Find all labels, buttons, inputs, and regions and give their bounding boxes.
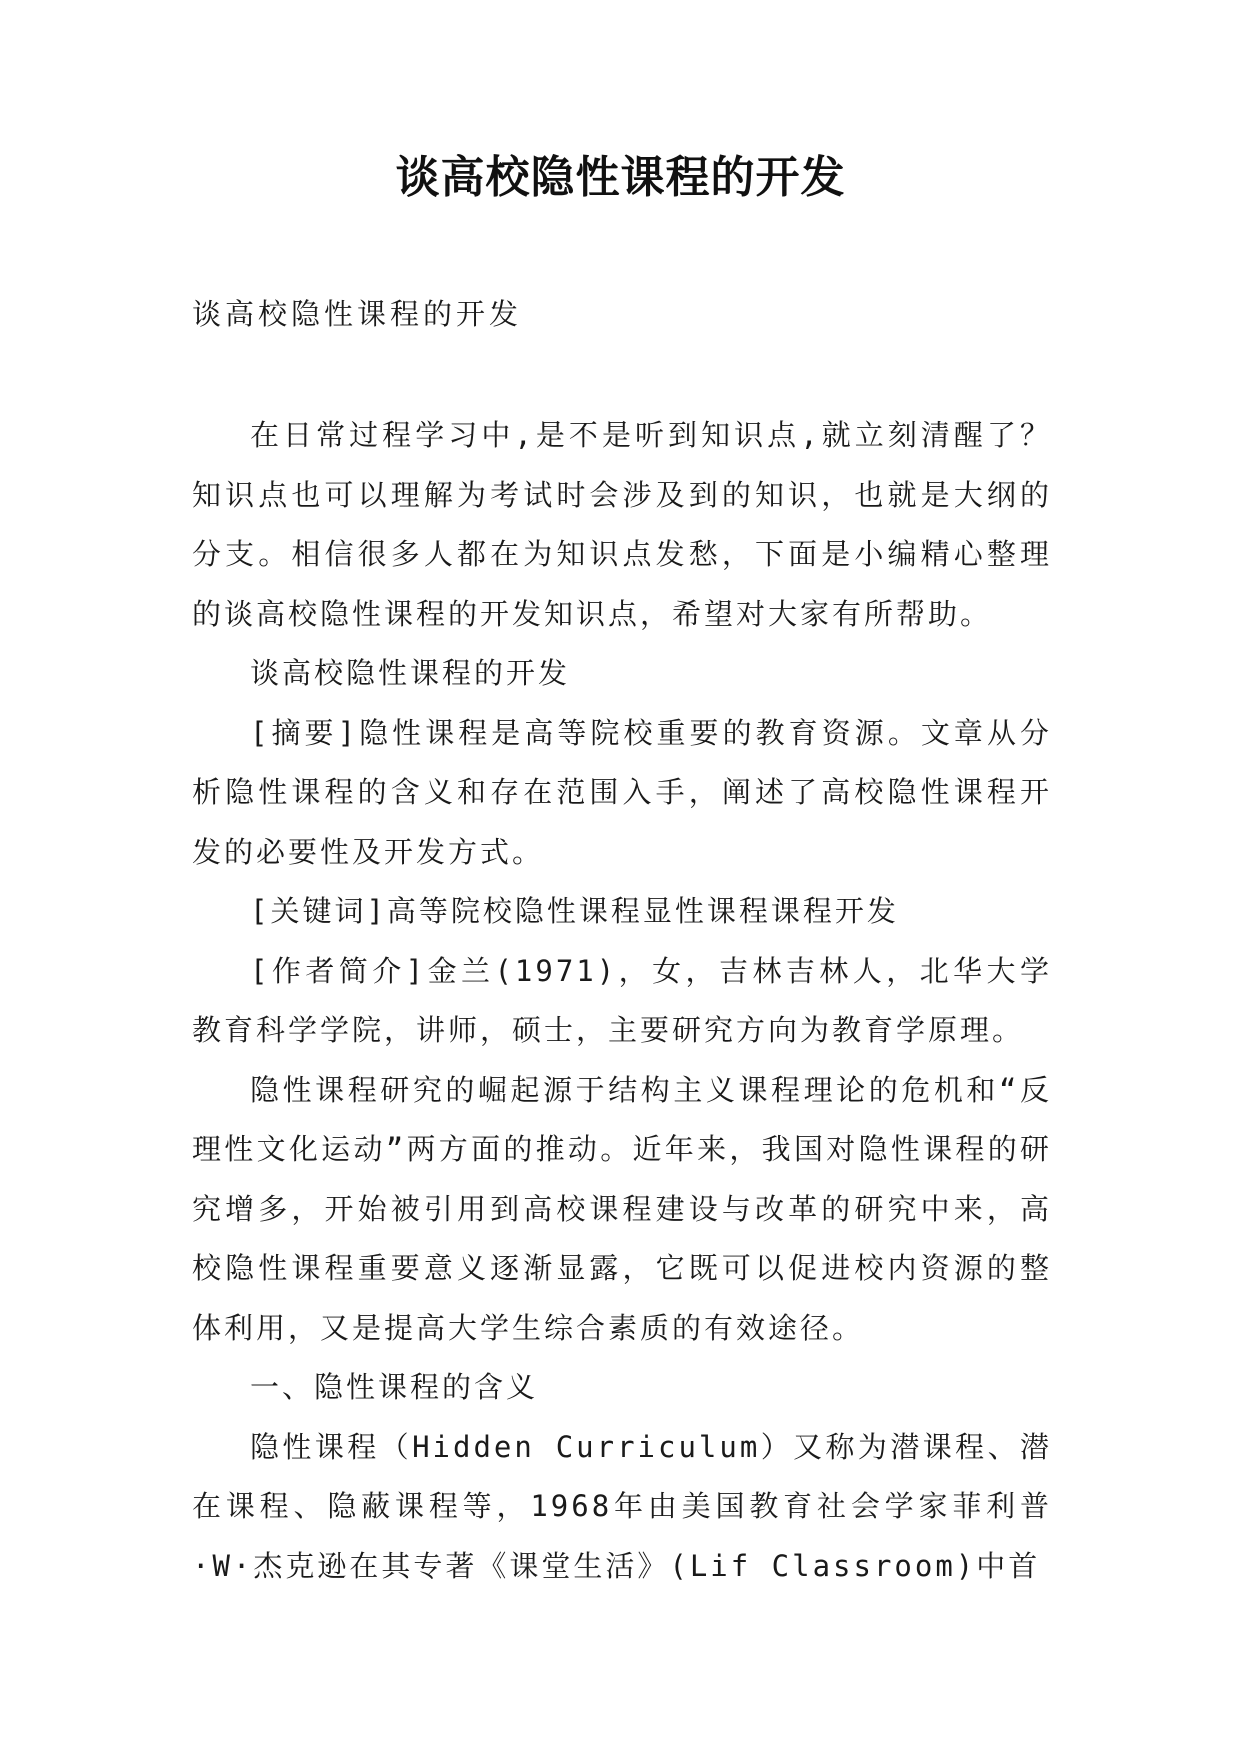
paragraph-heading-repeat: 谈高校隐性课程的开发 [250,656,571,690]
section-heading-definition: 一、隐性课程的含义 [250,1370,539,1404]
paragraph-abstract: [摘要]隐性课程是高等院校重要的教育资源。文章从分析隐性课程的含义和存在范围入手，阐述了高校隐性课程开发的必要性及开发方式。 [192,715,1052,869]
paragraph-background: 隐性课程研究的崛起源于结构主义课程理论的危机和“反理性文化运动”两方面的推动。近年来，我国对隐性课程的研究增多，开始被引用到高校课程建设与改革的研究中来，高校隐性课程重要意义逐渐显露，它既可以促进校内资源的整体利用，又是提高大学生综合素质的有效途径。 [192,1072,1052,1345]
paragraph-author-bio: [作者简介]金兰(1971)，女，吉林吉林人，北华大学教育科学学院，讲师，硕士，主要研究方向为教育学原理。 [192,953,1052,1047]
paragraph-intro: 在日常过程学习中,是不是听到知识点,就立刻清醒了？知识点也可以理解为考试时会涉及到的知识，也就是大纲的分支。相信很多人都在为知识点发愁，下面是小编精心整理的谈高校隐性课程的开发知识点，希望对大家有所帮助。 [192,418,1052,631]
document-body [192,406,1052,1596]
paragraph-definition: 隐性课程（Hidden Curriculum）又称为潜课程、潜在课程、隐蔽课程等，1968年由美国教育社会学家菲利普·W·杰克逊在其专著《课堂生活》(Lif Classroom)中首 [192,1429,1052,1583]
document-title: 谈高校隐性课程的开发 [395,152,846,203]
document-subtitle: 谈高校隐性课程的开发 [192,297,523,331]
paragraph-keywords: [关键词]高等院校隐性课程显性课程课程开发 [250,894,899,928]
